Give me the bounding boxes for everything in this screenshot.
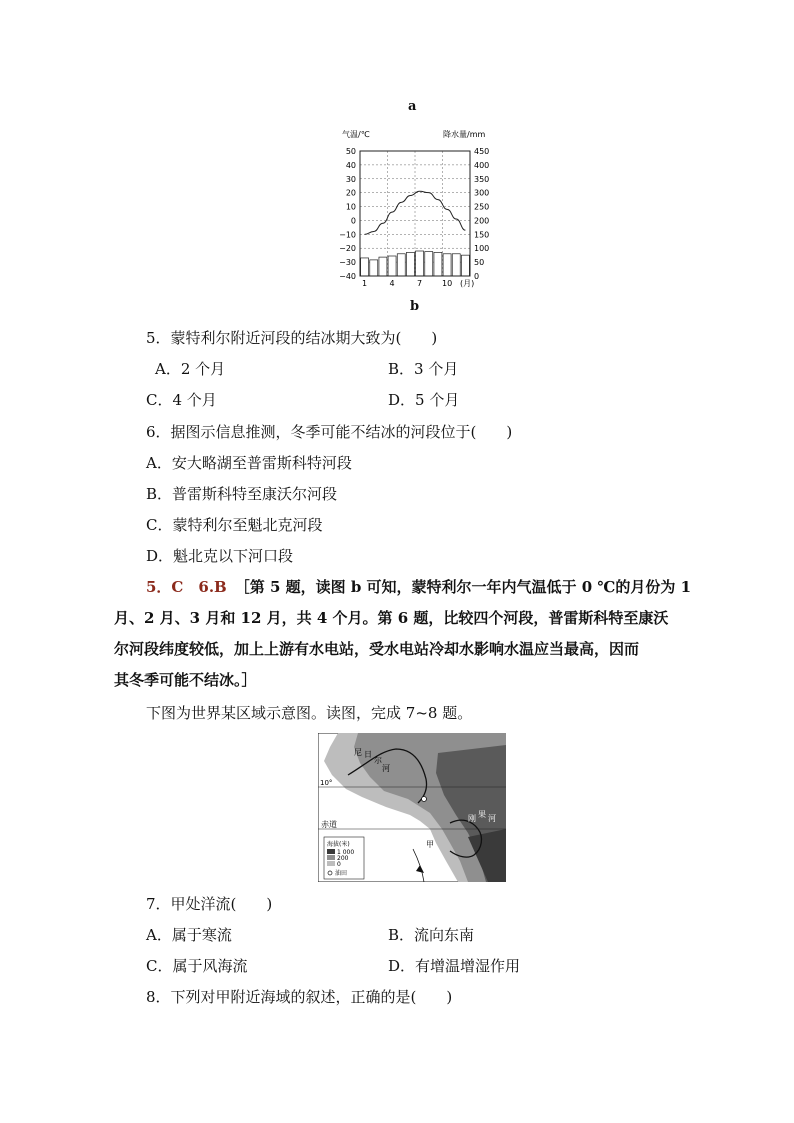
answer-key: 5．C 6.B bbox=[146, 578, 227, 596]
left-tick-label: 0 bbox=[350, 216, 356, 226]
q6-option-d: D．魁北克以下河口段 bbox=[146, 547, 294, 565]
q7-option-a: A．属于寒流 bbox=[146, 926, 232, 944]
left-ticks bbox=[339, 147, 356, 281]
right-tick-label: 200 bbox=[474, 216, 490, 226]
right-tick-label: 350 bbox=[474, 174, 490, 184]
precipitation-bar bbox=[388, 256, 396, 276]
point-jia-label: 甲 bbox=[426, 840, 434, 849]
left-tick-label: −40 bbox=[339, 272, 356, 281]
precipitation-bar bbox=[425, 252, 433, 276]
precipitation-bar bbox=[434, 252, 442, 276]
precipitation-bar bbox=[416, 251, 424, 276]
right-tick-label: 50 bbox=[474, 258, 485, 268]
figure-b-caption: b bbox=[410, 299, 420, 314]
answer-line-2: 月、2 月、3 月和 12 月，共 4 个月。第 6 题，比较四个河段，普雷斯科特至康沃 bbox=[114, 609, 669, 627]
legend-oil-icon bbox=[328, 871, 332, 875]
precipitation-bar bbox=[370, 260, 378, 276]
right-tick-label: 0 bbox=[474, 272, 480, 281]
legend-title: 海拔(米) bbox=[327, 841, 350, 848]
precipitation-bar bbox=[452, 254, 460, 276]
river2-char-1: 刚 bbox=[468, 814, 476, 823]
precipitation-bar bbox=[406, 252, 414, 276]
climate-chart bbox=[336, 124, 496, 290]
figure-a-caption: a bbox=[408, 99, 417, 114]
q6-option-c: C．蒙特利尔至魁北克河段 bbox=[146, 516, 323, 534]
left-tick-label: 30 bbox=[345, 174, 356, 184]
river2-char-2: 果 bbox=[478, 810, 486, 819]
q7-option-b: B．流向东南 bbox=[388, 926, 475, 944]
answer-line-3: 尔河段纬度较低，加上上游有水电站，受水电站冷却水影响水温应当最高，因而 bbox=[114, 640, 640, 658]
equator-label: 赤道 bbox=[321, 820, 337, 829]
right-tick-label: 300 bbox=[474, 188, 490, 198]
river2-char-3: 河 bbox=[488, 814, 496, 823]
precipitation-bar bbox=[397, 254, 405, 276]
left-tick-label: 40 bbox=[345, 160, 356, 170]
q7-option-d: D．有增温增湿作用 bbox=[388, 957, 521, 975]
right-ticks bbox=[474, 147, 489, 281]
intro-text: 下图为世界某区域示意图。读图，完成 7~8 题。 bbox=[146, 704, 473, 722]
left-tick-label: 10 bbox=[345, 202, 356, 212]
river1-char-1: 尼 bbox=[354, 748, 362, 757]
precipitation-bar bbox=[461, 255, 469, 276]
river1-char-3: 尔 bbox=[374, 756, 382, 765]
precipitation-bar bbox=[443, 254, 451, 276]
river1-char-4: 河 bbox=[382, 764, 390, 773]
region-map bbox=[318, 733, 506, 882]
x-tick-label: 10 bbox=[441, 279, 453, 288]
q5-stem: 5．蒙特利尔附近河段的结冰期大致为( ) bbox=[146, 329, 438, 347]
left-tick-label: −10 bbox=[339, 230, 356, 240]
q6-stem: 6．据图示信息推测，冬季可能不结冰的河段位于( ) bbox=[146, 423, 513, 441]
month-unit-label: (月) bbox=[460, 279, 475, 288]
legend-swatch-200 bbox=[327, 855, 335, 860]
x-tick-label: 1 bbox=[362, 279, 368, 288]
right-tick-label: 250 bbox=[474, 202, 490, 212]
q5-option-c: C．4 个月 bbox=[146, 391, 217, 409]
precipitation-bar bbox=[379, 257, 387, 276]
q5-option-a: A．2 个月 bbox=[155, 360, 226, 378]
x-tick-label: 7 bbox=[417, 279, 423, 288]
right-tick-label: 450 bbox=[474, 147, 490, 156]
lat-10-label: 10° bbox=[320, 779, 333, 787]
precipitation-bar bbox=[361, 258, 369, 276]
legend-oil: 油田 bbox=[335, 870, 348, 877]
right-tick-label: 100 bbox=[474, 244, 490, 254]
q6-option-b: B．普雷斯科特至康沃尔河段 bbox=[146, 485, 338, 503]
left-axis-label: 气温/℃ bbox=[342, 130, 370, 139]
legend-200: 200 bbox=[337, 855, 349, 862]
q5-option-b: B．3 个月 bbox=[388, 360, 459, 378]
left-tick-label: 50 bbox=[345, 147, 356, 156]
river1-char-2: 日 bbox=[364, 750, 372, 759]
left-tick-label: 20 bbox=[345, 188, 356, 198]
legend-0: 0 bbox=[337, 861, 341, 868]
right-tick-label: 400 bbox=[474, 160, 490, 170]
legend-swatch-0 bbox=[327, 861, 335, 866]
legend-swatch-1000 bbox=[327, 849, 335, 854]
answer-line-4: 其冬季可能不结冰。］ bbox=[114, 671, 257, 689]
q8-stem: 8．下列对甲附近海域的叙述，正确的是( ) bbox=[146, 988, 453, 1006]
legend-1000: 1 000 bbox=[337, 849, 355, 856]
oil-field-marker bbox=[422, 797, 427, 802]
left-tick-label: −20 bbox=[339, 244, 356, 254]
answer-line-1 bbox=[146, 576, 691, 597]
q5-option-d: D．5 个月 bbox=[388, 391, 460, 409]
right-tick-label: 150 bbox=[474, 230, 490, 240]
q7-option-c: C．属于风海流 bbox=[146, 957, 248, 975]
x-tick-label: 4 bbox=[389, 279, 395, 288]
q7-stem: 7．甲处洋流( ) bbox=[146, 895, 273, 913]
left-tick-label: −30 bbox=[339, 258, 356, 268]
answer-text-1: ［第 5 题，读图 b 可知，蒙特利尔一年内气温低于 0 ℃的月份为 1 bbox=[234, 578, 692, 596]
right-axis-label: 降水量/mm bbox=[443, 130, 486, 139]
q6-option-a: A．安大略湖至普雷斯科特河段 bbox=[146, 454, 352, 472]
x-ticks bbox=[362, 279, 452, 288]
